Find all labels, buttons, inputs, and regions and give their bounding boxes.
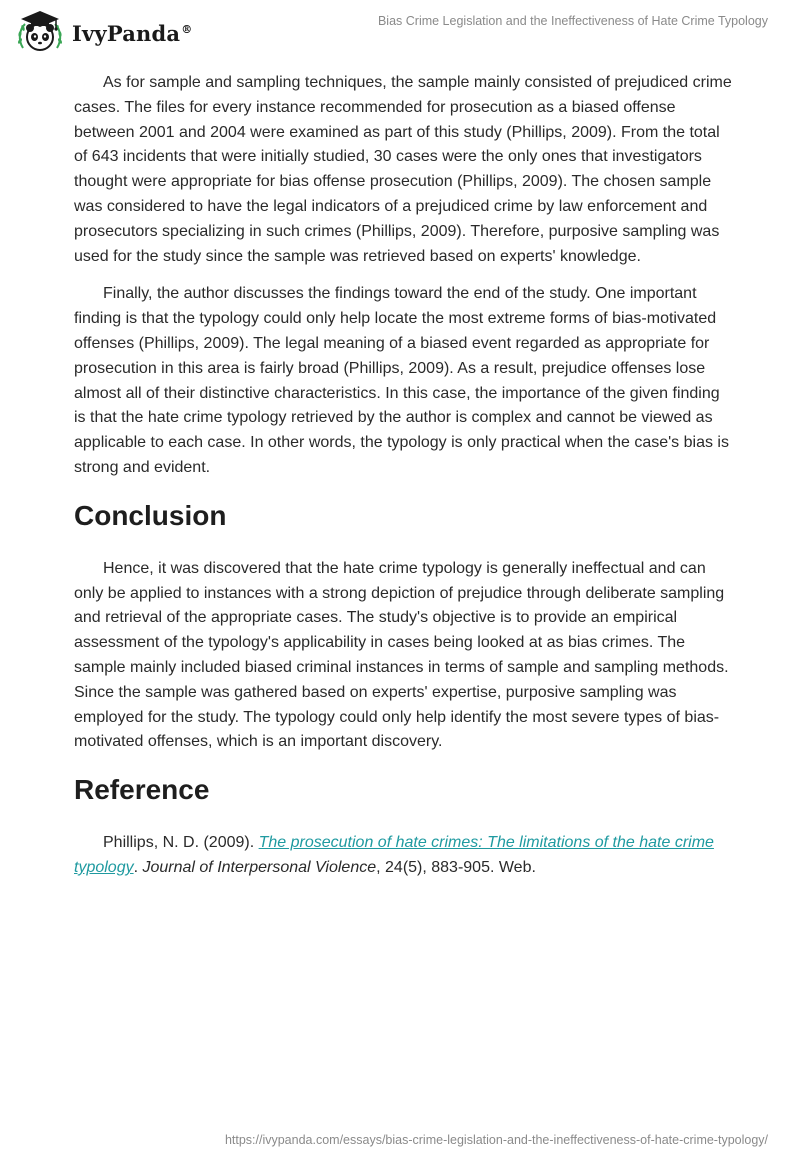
conclusion-paragraph: Hence, it was discovered that the hate crime typology is generally ineffectual and can only be applied to instances with a strong depiction of prejudice through deliberate sampling and retrieval of the appropriate cases. The study's objective is to provide an empirical assessment of the typology's applicability in cases being looked at as bias crimes. The sample mainly included biased criminal instances in terms of sample and sampling methods. Since the sample was gathered based on experts' expertise, purposive sampling was employed for the study. The typology could only help identify the most severe types of bias-motivated offenses, which is an important discovery. (74, 559, 729, 751)
reference-entry (74, 831, 734, 881)
panda-graduate-icon (14, 8, 66, 56)
brand-logo[interactable] (14, 8, 192, 56)
essay-content (74, 71, 734, 894)
document-title: Bias Crime Legislation and the Ineffectiveness of Hate Crime Typology (377, 14, 768, 28)
conclusion-heading: Conclusion (74, 499, 227, 531)
reference-heading: Reference (74, 774, 210, 806)
brand-name: IvyPanda® (72, 20, 193, 46)
findings-paragraph: Finally, the author discusses the findings toward the end of the study. One important finding is that the typology could only help locate the most extreme forms of bias-motivated offenses (Phillips, 2009). The legal meaning of a biased event regarded as appropriate for prosecution in this area is fairly broad (Phillips, 2009). As a result, prejudice offenses lose almost all of their distinctive characteristics. In this case, the importance of the given finding is that the hate crime typology retrieved by the author is complex and cannot be viewed as applicable to each case. In other words, the typology is only practical when the case's bias is strong and evident. (74, 285, 729, 476)
reference-authors: Phillips, N. D. (2009). (103, 834, 259, 852)
reference-separator: . (133, 858, 143, 876)
reference-title-link[interactable]: The prosecution of hate crimes: The limitations of the hate crime typology (74, 834, 714, 876)
reference-journal: Journal of Interpersonal Violence (142, 858, 377, 876)
page-header (0, 0, 800, 60)
sampling-paragraph: As for sample and sampling techniques, the sample mainly consisted of prejudiced crime cases. The files for every instance recommended for prosecution as a biased offense between 2001 and 2004 were examined as part of this study (Phillips, 2009). From the total of 643 incidents that were initially studied, 30 cases were the only ones that investigators thought were appropriate for bias offense prosecution (Phillips, 2009). The chosen sample was considered to have the legal indicators of a prejudiced crime by law enforcement and prosecutors specializing in such crimes (Phillips, 2009). Therefore, purposive sampling was used for the study since the sample was retrieved based on experts' knowledge. (74, 74, 732, 265)
reference-details: , 24(5), 883-905. Web. (376, 858, 536, 876)
registered-mark: ® (181, 22, 193, 36)
footer-url[interactable]: https://ivypanda.com/essays/bias-crime-legislation-and-the-ineffectiveness-of-hate-crime-typology/ (224, 1133, 768, 1147)
